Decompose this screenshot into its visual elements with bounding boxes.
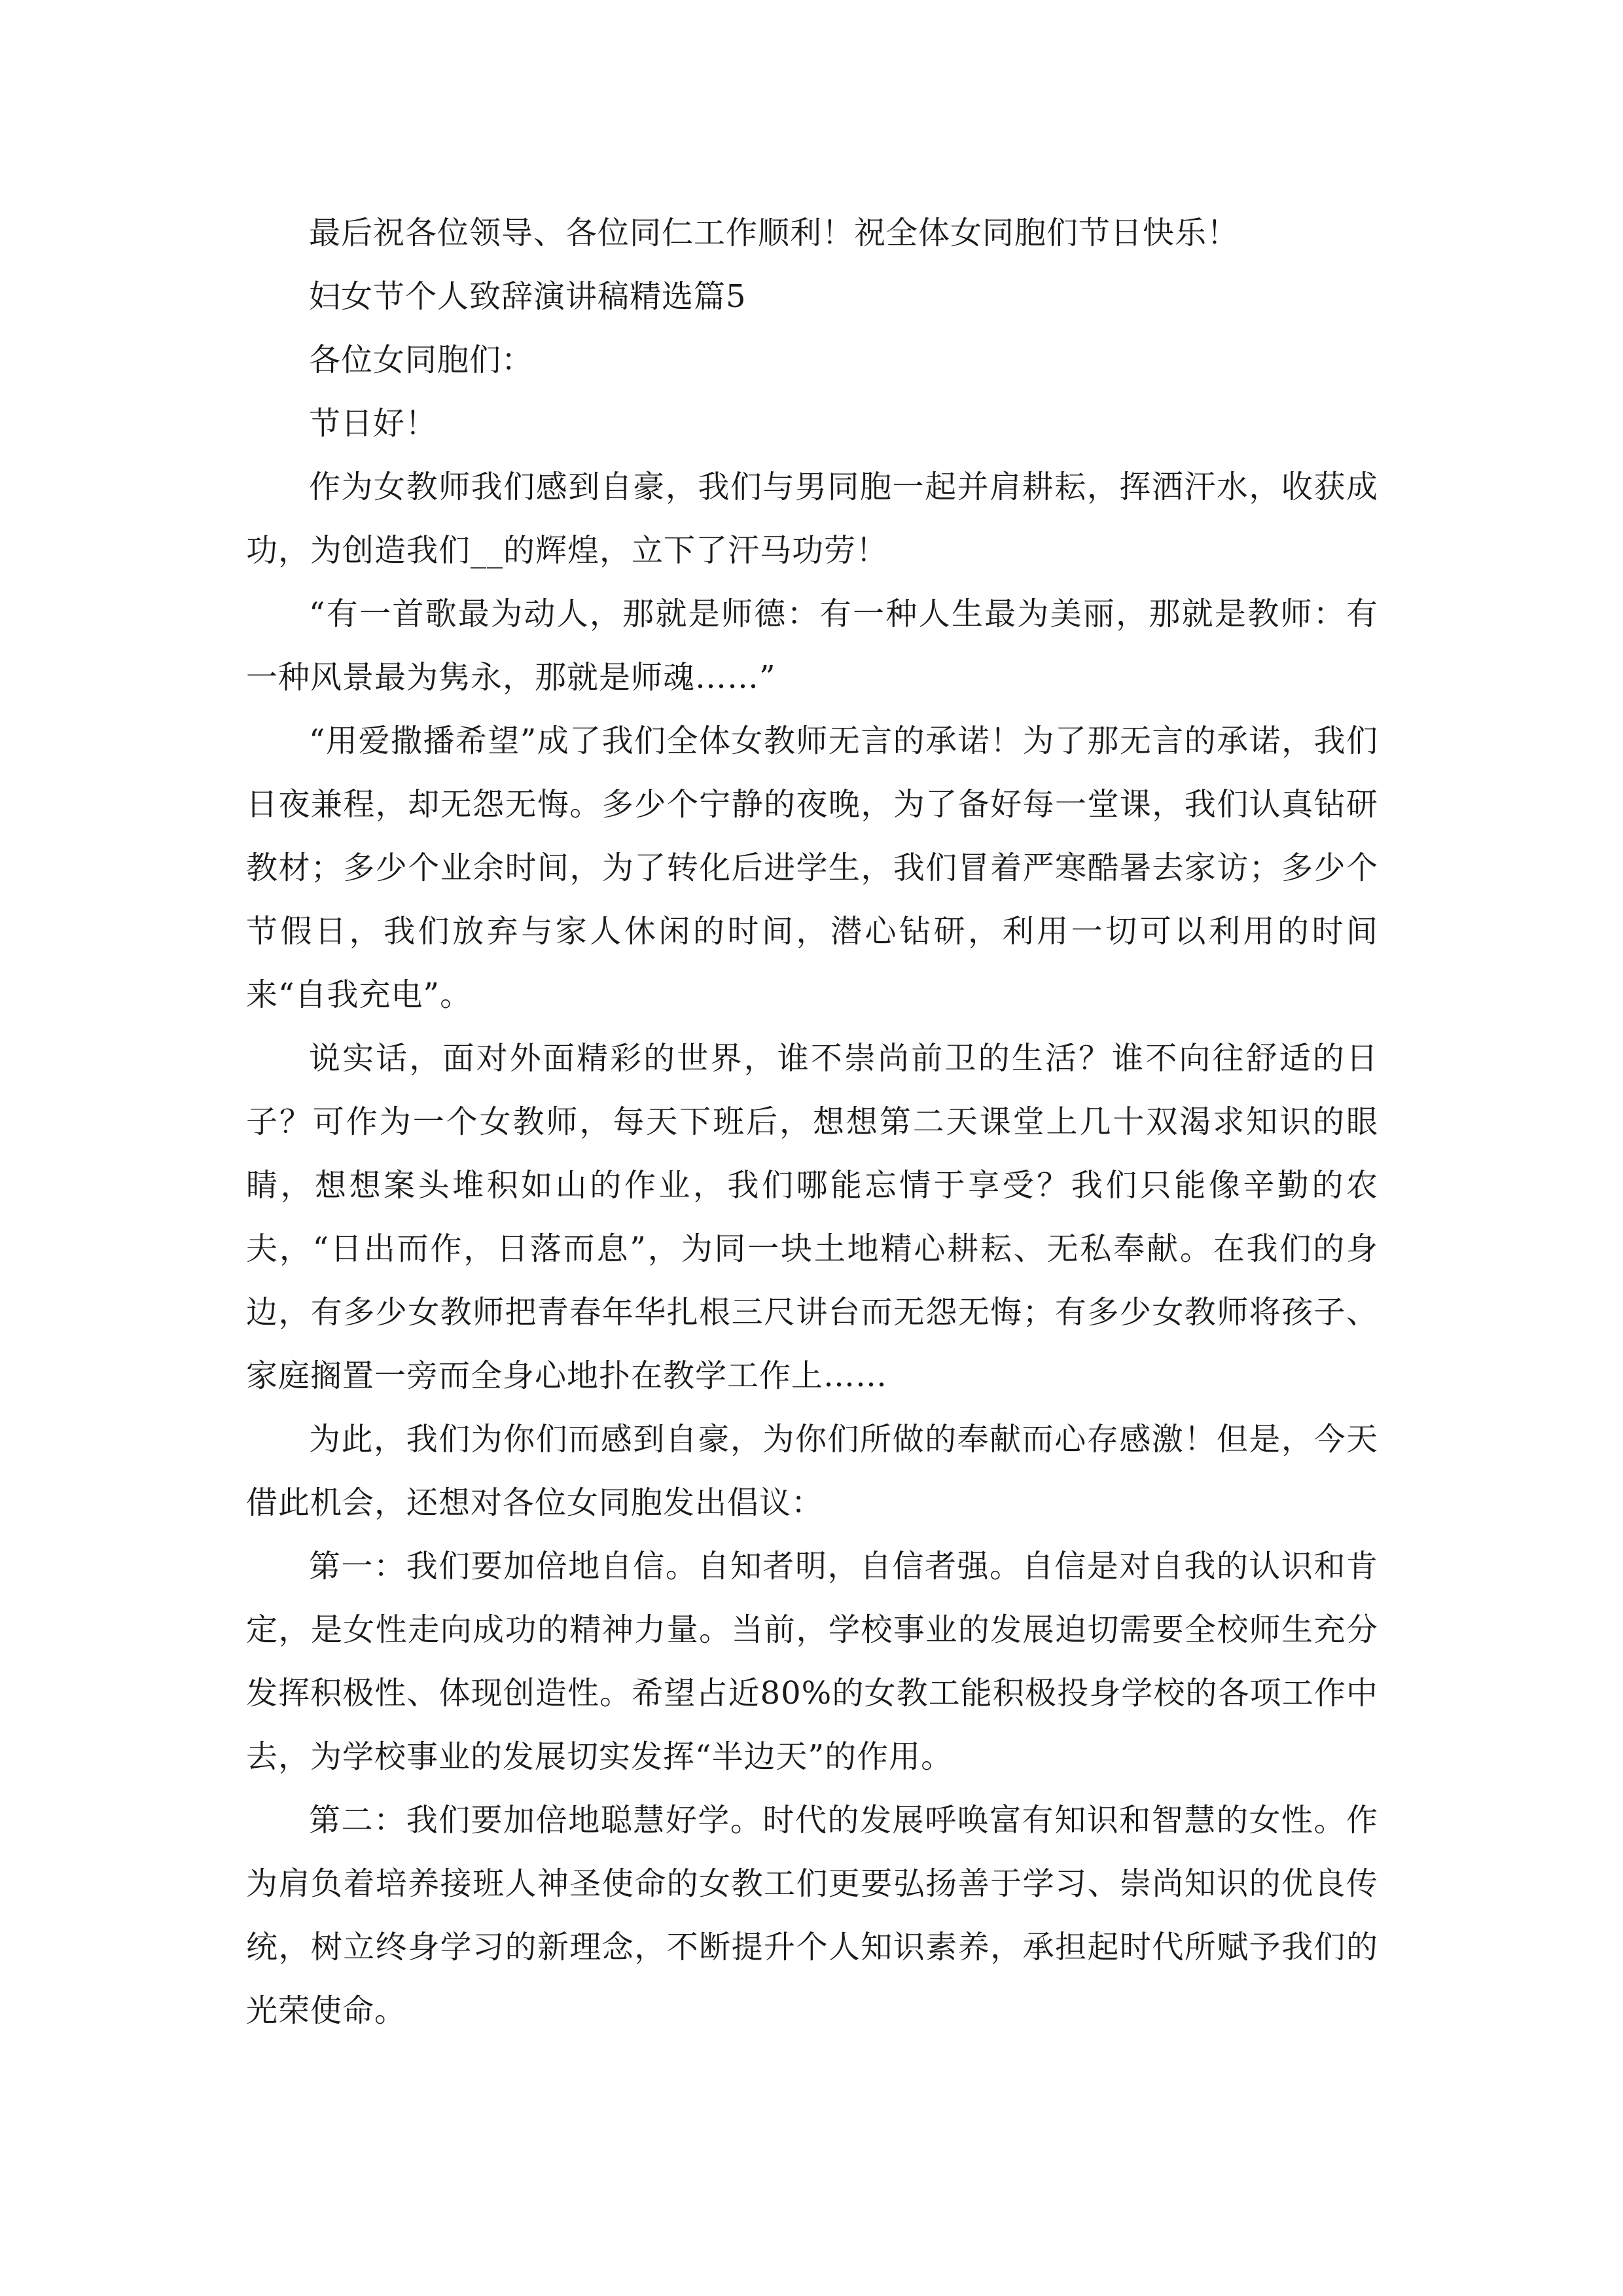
paragraph-promise: “用爱撒播希望”成了我们全体女教师无言的承诺！为了那无言的承诺，我们日夜兼程，却无怨无悔。多少个宁静的夜晚，为了备好每一堂课，我们认真钻研教材；多少个业余时间，为了转化后进学生，我们冒着严寒酷暑去家访；多少个节假日，我们放弃与家人休闲的时间，潜心钻研，利用一切可以利用的时间来“自我充电”。 [246,723,1378,1013]
section-title: 妇女节个人致辞演讲稿精选篇5 [309,278,747,315]
paragraph-first-point: 第一：我们要加倍地自信。自知者明，自信者强。自信是对自我的认识和肯定，是女性走向成功的精神力量。当前，学校事业的发展迫切需要全校师生充分发挥积极性、体现创造性。希望占近80%的女教工能积极投身学校的各项工作中去，为学校事业的发展切实发挥“半边天”的作用。 [246,1548,1378,1775]
paragraph-salutation: 各位女同胞们： [309,342,534,378]
paragraph-pride: 作为女教师我们感到自豪，我们与男同胞一起并肩耕耘，挥洒汗水，收获成功，为创造我们__的辉煌，立下了汗马功劳！ [246,469,1378,569]
paragraph-closing-wishes: 最后祝各位领导、各位同仁工作顺利！祝全体女同胞们节日快乐！ [309,215,1240,251]
paragraph-initiative: 为此，我们为你们而感到自豪，为你们所做的奉献而心存感激！但是，今天借此机会，还想对各位女同胞发出倡议： [246,1421,1378,1521]
paragraph-quote: “有一首歌最为动人，那就是师德：有一种人生最为美丽，那就是教师：有一种风景最为隽永，那就是师魂……” [246,596,1378,696]
paragraph-second-point: 第二：我们要加倍地聪慧好学。时代的发展呼唤富有知识和智慧的女性。作为肩负着培养接班人神圣使命的女教工们更要弘扬善于学习、崇尚知识的优良传统，树立终身学习的新理念，不断提升个人知识素养，承担起时代所赋予我们的光荣使命。 [246,1802,1378,2029]
paragraph-greeting: 节日好！ [309,405,438,442]
paragraph-dedication: 说实话，面对外面精彩的世界，谁不崇尚前卫的生活？谁不向往舒适的日子？可作为一个女教师，每天下班后，想想第二天课堂上几十双渴求知识的眼睛，想想案头堆积如山的作业，我们哪能忘情于享受？我们只能像辛勤的农夫，“日出而作，日落而息”，为同一块土地精心耕耘、无私奉献。在我们的身边，有多少女教师把青春年华扎根三尺讲台而无怨无悔；有多少女教师将孩子、家庭搁置一旁而全身心地扑在教学工作上…… [246,1040,1378,1394]
document-body [246,202,1378,2043]
